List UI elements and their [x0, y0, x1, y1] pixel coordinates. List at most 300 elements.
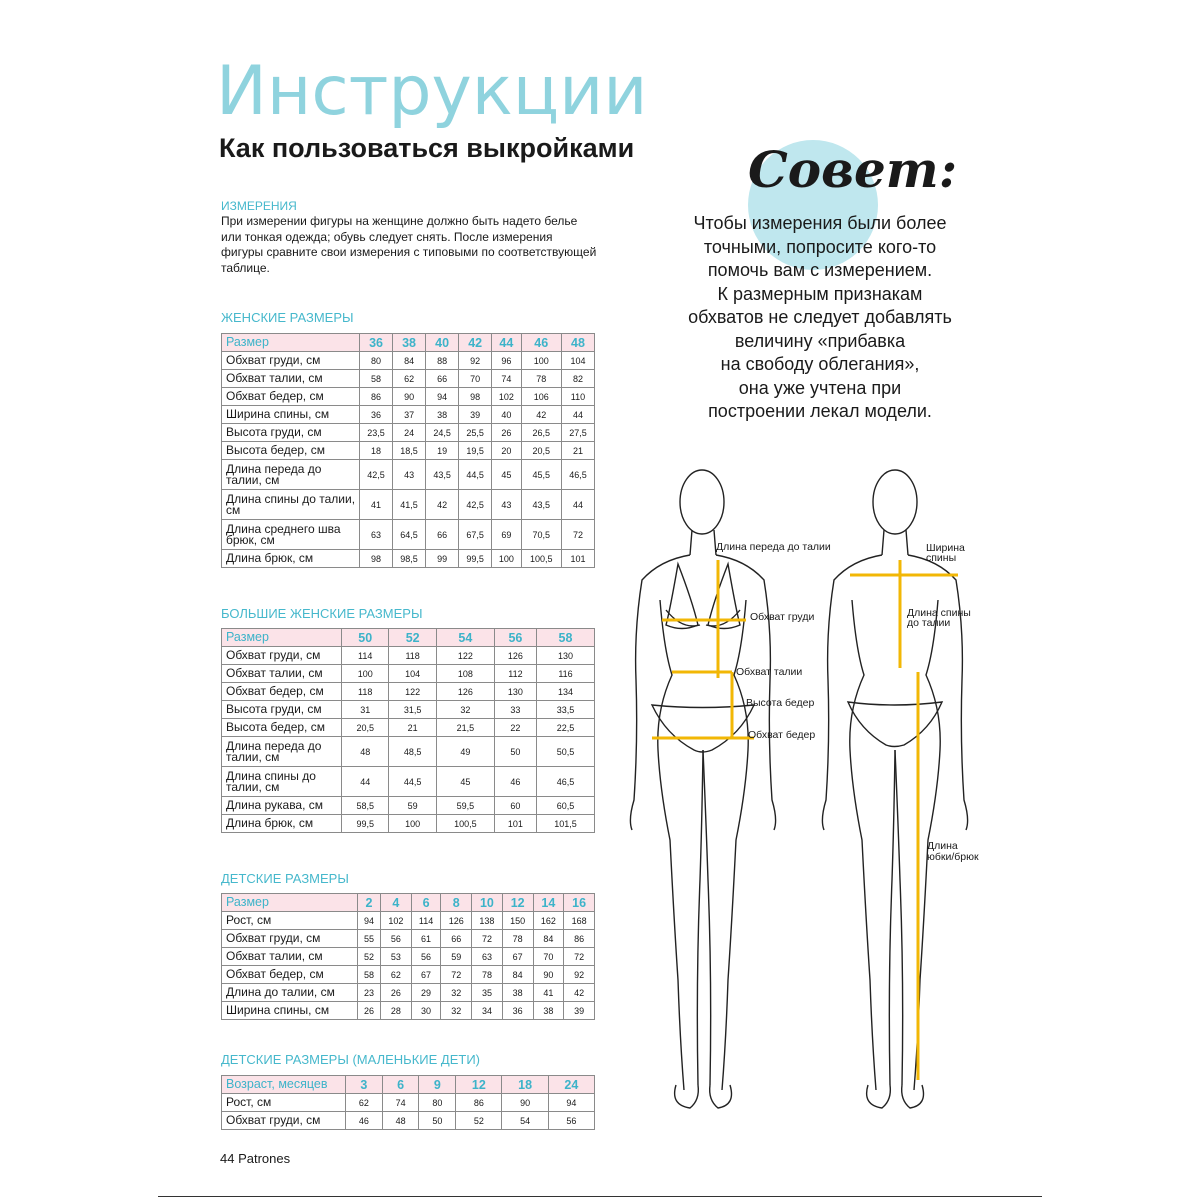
advice-line: помочь вам с измерением. [707, 260, 933, 280]
table-cell: 78 [521, 370, 561, 388]
row-label: Рост, см [222, 1094, 346, 1112]
table-cell: 41 [360, 490, 393, 520]
table-cell: 46 [346, 1112, 383, 1130]
label-back-length-2: до талии [907, 617, 951, 629]
table-cell: 31,5 [389, 701, 436, 719]
table-header-row [222, 1076, 595, 1094]
table-cell: 62 [393, 370, 426, 388]
table-row [222, 460, 595, 490]
plus-sizes-table [221, 628, 595, 833]
table-cell: 19,5 [459, 442, 492, 460]
table-cell: 52 [456, 1112, 502, 1130]
table-cell: 19 [426, 442, 459, 460]
table-cell: 98 [360, 550, 393, 568]
front-figure [630, 470, 775, 1108]
header-label: Возраст, месяцев [222, 1076, 346, 1094]
row-label: Длина спины до талии, см [222, 767, 342, 797]
table-cell: 48 [342, 737, 389, 767]
page-subtitle: Как пользоваться выкройками [219, 133, 635, 163]
measurement-figures [620, 460, 1020, 1120]
table-cell: 42 [564, 984, 595, 1002]
table-cell: 67,5 [459, 520, 492, 550]
size-column-header: 48 [561, 334, 594, 352]
table-cell: 86 [360, 388, 393, 406]
table-cell: 66 [441, 930, 472, 948]
advice-line: на свободу облегания», [720, 354, 920, 374]
table-cell: 102 [492, 388, 521, 406]
row-label: Обхват груди, см [222, 930, 358, 948]
table-cell: 108 [436, 665, 494, 683]
table-header-row [222, 629, 595, 647]
table-cell: 27,5 [561, 424, 594, 442]
table-cell: 112 [494, 665, 536, 683]
table-cell: 30 [411, 1002, 441, 1020]
row-label: Высота бедер, см [222, 442, 360, 460]
size-column-header: 10 [472, 894, 503, 912]
table-cell: 114 [411, 912, 441, 930]
table-cell: 114 [342, 647, 389, 665]
table-row [222, 1002, 595, 1020]
table-cell: 20,5 [521, 442, 561, 460]
table-cell: 162 [533, 912, 564, 930]
table-cell: 24 [393, 424, 426, 442]
row-label: Обхват бедер, см [222, 966, 358, 984]
size-column-header: 9 [419, 1076, 456, 1094]
row-label: Обхват талии, см [222, 370, 360, 388]
advice-line: обхватов не следует добавлять [688, 307, 952, 327]
table-cell: 58 [358, 966, 381, 984]
table-cell: 49 [436, 737, 494, 767]
label-back-width-1: Ширина [926, 542, 965, 554]
table-cell: 122 [436, 647, 494, 665]
size-column-header: 12 [502, 894, 533, 912]
row-label: Длина брюк, см [222, 550, 360, 568]
table-cell: 50 [419, 1112, 456, 1130]
page-footer: 44 Patrones [220, 1151, 291, 1166]
table-cell: 43 [393, 460, 426, 490]
row-label: Рост, см [222, 912, 358, 930]
table-cell: 50,5 [537, 737, 595, 767]
table-cell: 42 [426, 490, 459, 520]
table-heading-babies: ДЕТСКИЕ РАЗМЕРЫ (МАЛЕНЬКИЕ ДЕТИ) [221, 1052, 480, 1067]
table-cell: 116 [537, 665, 595, 683]
advice-line: величину «прибавка [734, 330, 906, 351]
table-cell: 48 [382, 1112, 419, 1130]
label-skirt-length-2: юбки/брюк [927, 851, 979, 863]
table-cell: 88 [426, 352, 459, 370]
table-cell: 28 [381, 1002, 412, 1020]
row-label: Обхват груди, см [222, 647, 342, 665]
table-cell: 100 [521, 352, 561, 370]
table-cell: 42,5 [459, 490, 492, 520]
table-heading-plus: БОЛЬШИЕ ЖЕНСКИЕ РАЗМЕРЫ [221, 606, 423, 621]
table-cell: 44 [342, 767, 389, 797]
table-cell: 38 [502, 984, 533, 1002]
row-label: Длина переда до талии, см [222, 737, 342, 767]
table-cell: 32 [436, 701, 494, 719]
table-cell: 59 [389, 797, 436, 815]
table-cell: 122 [389, 683, 436, 701]
size-column-header: 24 [548, 1076, 594, 1094]
advice-line: она уже учтена при [738, 377, 902, 398]
table-cell: 70 [459, 370, 492, 388]
table-heading-kids: ДЕТСКИЕ РАЗМЕРЫ [221, 871, 349, 886]
table-cell: 23,5 [360, 424, 393, 442]
table-cell: 99,5 [459, 550, 492, 568]
table-cell: 60 [494, 797, 536, 815]
advice-text [650, 212, 990, 424]
table-cell: 46,5 [537, 767, 595, 797]
size-column-header: 3 [346, 1076, 383, 1094]
row-label: Обхват груди, см [222, 1112, 346, 1130]
table-heading-women: ЖЕНСКИЕ РАЗМЕРЫ [221, 310, 354, 325]
table-cell: 86 [564, 930, 595, 948]
kids-sizes-table [221, 893, 595, 1020]
table-cell: 99 [426, 550, 459, 568]
table-cell: 100,5 [436, 815, 494, 833]
size-column-header: 38 [393, 334, 426, 352]
table-cell: 138 [472, 912, 503, 930]
header-label: Размер [222, 629, 342, 647]
table-cell: 90 [393, 388, 426, 406]
row-label: Длина рукава, см [222, 797, 342, 815]
table-cell: 59 [441, 948, 472, 966]
table-cell: 101,5 [537, 815, 595, 833]
table-cell: 72 [441, 966, 472, 984]
table-cell: 58 [360, 370, 393, 388]
table-cell: 92 [564, 966, 595, 984]
table-cell: 45 [436, 767, 494, 797]
size-column-header: 42 [459, 334, 492, 352]
size-column-header: 44 [492, 334, 521, 352]
table-cell: 126 [441, 912, 472, 930]
table-cell: 78 [472, 966, 503, 984]
row-label: Длина переда до талии, см [222, 460, 360, 490]
table-cell: 80 [360, 352, 393, 370]
babies-sizes-table [221, 1075, 595, 1130]
table-cell: 94 [548, 1094, 594, 1112]
table-cell: 63 [360, 520, 393, 550]
label-waist: Обхват талии [736, 666, 803, 678]
table-cell: 44,5 [459, 460, 492, 490]
table-row [222, 406, 595, 424]
header-label: Размер [222, 334, 360, 352]
table-row [222, 647, 595, 665]
table-cell: 35 [472, 984, 503, 1002]
table-cell: 106 [521, 388, 561, 406]
row-label: Ширина спины, см [222, 406, 360, 424]
table-cell: 70 [533, 948, 564, 966]
advice-line: Чтобы измерения были более [693, 213, 947, 233]
table-cell: 104 [561, 352, 594, 370]
row-label: Высота бедер, см [222, 719, 342, 737]
row-label: Обхват бедер, см [222, 388, 360, 406]
table-cell: 26 [381, 984, 412, 1002]
table-row [222, 490, 595, 520]
table-cell: 20,5 [342, 719, 389, 737]
table-row [222, 424, 595, 442]
table-cell: 43 [492, 490, 521, 520]
table-row [222, 1112, 595, 1130]
table-cell: 104 [389, 665, 436, 683]
table-cell: 48,5 [389, 737, 436, 767]
table-cell: 24,5 [426, 424, 459, 442]
table-row [222, 984, 595, 1002]
table-cell: 43,5 [426, 460, 459, 490]
table-row [222, 550, 595, 568]
table-row [222, 719, 595, 737]
table-cell: 70,5 [521, 520, 561, 550]
table-cell: 90 [502, 1094, 548, 1112]
table-cell: 126 [436, 683, 494, 701]
table-cell: 130 [494, 683, 536, 701]
table-cell: 52 [358, 948, 381, 966]
row-label: Высота груди, см [222, 424, 360, 442]
table-cell: 80 [419, 1094, 456, 1112]
women-sizes-table [221, 333, 595, 568]
size-column-header: 58 [537, 629, 595, 647]
table-cell: 38 [533, 1002, 564, 1020]
table-cell: 168 [564, 912, 595, 930]
row-label: Ширина спины, см [222, 1002, 358, 1020]
size-column-header: 36 [360, 334, 393, 352]
table-cell: 25,5 [459, 424, 492, 442]
table-header-row [222, 894, 595, 912]
table-cell: 40 [492, 406, 521, 424]
size-column-header: 16 [564, 894, 595, 912]
table-cell: 61 [411, 930, 441, 948]
table-cell: 62 [381, 966, 412, 984]
table-cell: 99,5 [342, 815, 389, 833]
table-row [222, 966, 595, 984]
table-cell: 37 [393, 406, 426, 424]
table-cell: 56 [411, 948, 441, 966]
table-row [222, 370, 595, 388]
table-cell: 36 [360, 406, 393, 424]
table-cell: 46,5 [561, 460, 594, 490]
table-cell: 41 [533, 984, 564, 1002]
table-cell: 26,5 [521, 424, 561, 442]
table-cell: 44 [561, 490, 594, 520]
table-row [222, 767, 595, 797]
table-cell: 130 [537, 647, 595, 665]
table-cell: 92 [459, 352, 492, 370]
size-column-header: 18 [502, 1076, 548, 1094]
table-cell: 96 [492, 352, 521, 370]
size-column-header: 2 [358, 894, 381, 912]
table-cell: 66 [426, 520, 459, 550]
footer-divider [158, 1196, 1042, 1197]
table-cell: 118 [389, 647, 436, 665]
table-cell: 22,5 [537, 719, 595, 737]
table-cell: 90 [533, 966, 564, 984]
measurements-heading: ИЗМЕРЕНИЯ [221, 199, 297, 213]
table-cell: 20 [492, 442, 521, 460]
table-cell: 67 [411, 966, 441, 984]
row-label: Длина до талии, см [222, 984, 358, 1002]
table-cell: 56 [381, 930, 412, 948]
table-cell: 26 [358, 1002, 381, 1020]
table-cell: 94 [426, 388, 459, 406]
table-cell: 43,5 [521, 490, 561, 520]
table-row [222, 352, 595, 370]
table-cell: 41,5 [393, 490, 426, 520]
table-row [222, 737, 595, 767]
table-cell: 72 [564, 948, 595, 966]
table-cell: 94 [358, 912, 381, 930]
row-label: Длина спины до талии, см [222, 490, 360, 520]
table-cell: 46 [494, 767, 536, 797]
advice-title: Совет: [748, 140, 958, 199]
label-back-length-1: Длина спины [907, 607, 971, 619]
table-cell: 60,5 [537, 797, 595, 815]
table-cell: 118 [342, 683, 389, 701]
table-cell: 74 [382, 1094, 419, 1112]
row-label: Длина среднего шва брюк, см [222, 520, 360, 550]
advice-line: построении лекал модели. [708, 401, 932, 421]
label-skirt-length-1: Длина [927, 840, 958, 852]
size-column-header: 6 [382, 1076, 419, 1094]
table-cell: 78 [502, 930, 533, 948]
table-row [222, 912, 595, 930]
table-cell: 31 [342, 701, 389, 719]
table-cell: 45 [492, 460, 521, 490]
table-cell: 82 [561, 370, 594, 388]
table-cell: 72 [472, 930, 503, 948]
table-cell: 74 [492, 370, 521, 388]
table-cell: 66 [426, 370, 459, 388]
label-front-length: Длина переда до талии [716, 541, 831, 553]
advice-line: точными, попросите кого-то [703, 236, 937, 257]
table-cell: 38 [426, 406, 459, 424]
table-row [222, 815, 595, 833]
size-column-header: 12 [456, 1076, 502, 1094]
table-row [222, 1094, 595, 1112]
table-cell: 150 [502, 912, 533, 930]
table-cell: 33,5 [537, 701, 595, 719]
table-cell: 39 [564, 1002, 595, 1020]
table-cell: 84 [533, 930, 564, 948]
size-column-header: 54 [436, 629, 494, 647]
table-cell: 54 [502, 1112, 548, 1130]
table-cell: 18 [360, 442, 393, 460]
table-cell: 100 [342, 665, 389, 683]
table-cell: 21,5 [436, 719, 494, 737]
table-cell: 26 [492, 424, 521, 442]
table-cell: 86 [456, 1094, 502, 1112]
table-cell: 101 [561, 550, 594, 568]
table-cell: 84 [502, 966, 533, 984]
table-cell: 98,5 [393, 550, 426, 568]
table-cell: 36 [502, 1002, 533, 1020]
label-bust: Обхват груди [750, 611, 815, 623]
table-cell: 102 [381, 912, 412, 930]
table-cell: 67 [502, 948, 533, 966]
table-cell: 32 [441, 1002, 472, 1020]
size-column-header: 46 [521, 334, 561, 352]
table-cell: 98 [459, 388, 492, 406]
table-cell: 29 [411, 984, 441, 1002]
table-cell: 64,5 [393, 520, 426, 550]
table-cell: 18,5 [393, 442, 426, 460]
table-cell: 45,5 [521, 460, 561, 490]
page-title: Инструкции [216, 52, 648, 131]
table-cell: 42 [521, 406, 561, 424]
table-cell: 44 [561, 406, 594, 424]
table-cell: 23 [358, 984, 381, 1002]
table-cell: 84 [393, 352, 426, 370]
size-column-header: 52 [389, 629, 436, 647]
table-cell: 44,5 [389, 767, 436, 797]
row-label: Обхват талии, см [222, 948, 358, 966]
row-label: Высота груди, см [222, 701, 342, 719]
table-row [222, 701, 595, 719]
row-label: Длина брюк, см [222, 815, 342, 833]
table-row [222, 930, 595, 948]
table-cell: 72 [561, 520, 594, 550]
table-cell: 21 [389, 719, 436, 737]
table-cell: 126 [494, 647, 536, 665]
table-row [222, 388, 595, 406]
size-column-header: 14 [533, 894, 564, 912]
table-cell: 34 [472, 1002, 503, 1020]
table-cell: 32 [441, 984, 472, 1002]
table-cell: 39 [459, 406, 492, 424]
size-column-header: 56 [494, 629, 536, 647]
table-cell: 56 [548, 1112, 594, 1130]
table-cell: 33 [494, 701, 536, 719]
label-hips: Обхват бедер [748, 729, 816, 741]
row-label: Обхват груди, см [222, 352, 360, 370]
table-cell: 100 [389, 815, 436, 833]
table-row [222, 520, 595, 550]
table-cell: 100,5 [521, 550, 561, 568]
table-cell: 62 [346, 1094, 383, 1112]
table-cell: 110 [561, 388, 594, 406]
table-cell: 59,5 [436, 797, 494, 815]
table-cell: 55 [358, 930, 381, 948]
table-row [222, 442, 595, 460]
row-label: Обхват талии, см [222, 665, 342, 683]
size-column-header: 50 [342, 629, 389, 647]
table-cell: 100 [492, 550, 521, 568]
table-row [222, 797, 595, 815]
table-cell: 42,5 [360, 460, 393, 490]
table-cell: 69 [492, 520, 521, 550]
back-figure [822, 470, 967, 1108]
row-label: Обхват бедер, см [222, 683, 342, 701]
size-column-header: 4 [381, 894, 412, 912]
label-back-width-2: спины [926, 552, 957, 564]
table-row [222, 683, 595, 701]
header-label: Размер [222, 894, 358, 912]
advice-line: К размерным признакам [717, 283, 923, 304]
table-row [222, 948, 595, 966]
table-cell: 22 [494, 719, 536, 737]
table-cell: 134 [537, 683, 595, 701]
size-column-header: 8 [441, 894, 472, 912]
table-header-row [222, 334, 595, 352]
size-column-header: 40 [426, 334, 459, 352]
table-cell: 63 [472, 948, 503, 966]
table-cell: 50 [494, 737, 536, 767]
table-cell: 58,5 [342, 797, 389, 815]
label-hip-height: Высота бедер [746, 697, 815, 709]
table-row [222, 665, 595, 683]
measurements-text: При измерении фигуры на женщине должно быть надето белье или тонкая одежда; обувь следует снять. После измерения фигуры сравните свои измерения с типовыми по соответствующей таблице. [221, 214, 597, 275]
size-column-header: 6 [411, 894, 441, 912]
table-cell: 21 [561, 442, 594, 460]
